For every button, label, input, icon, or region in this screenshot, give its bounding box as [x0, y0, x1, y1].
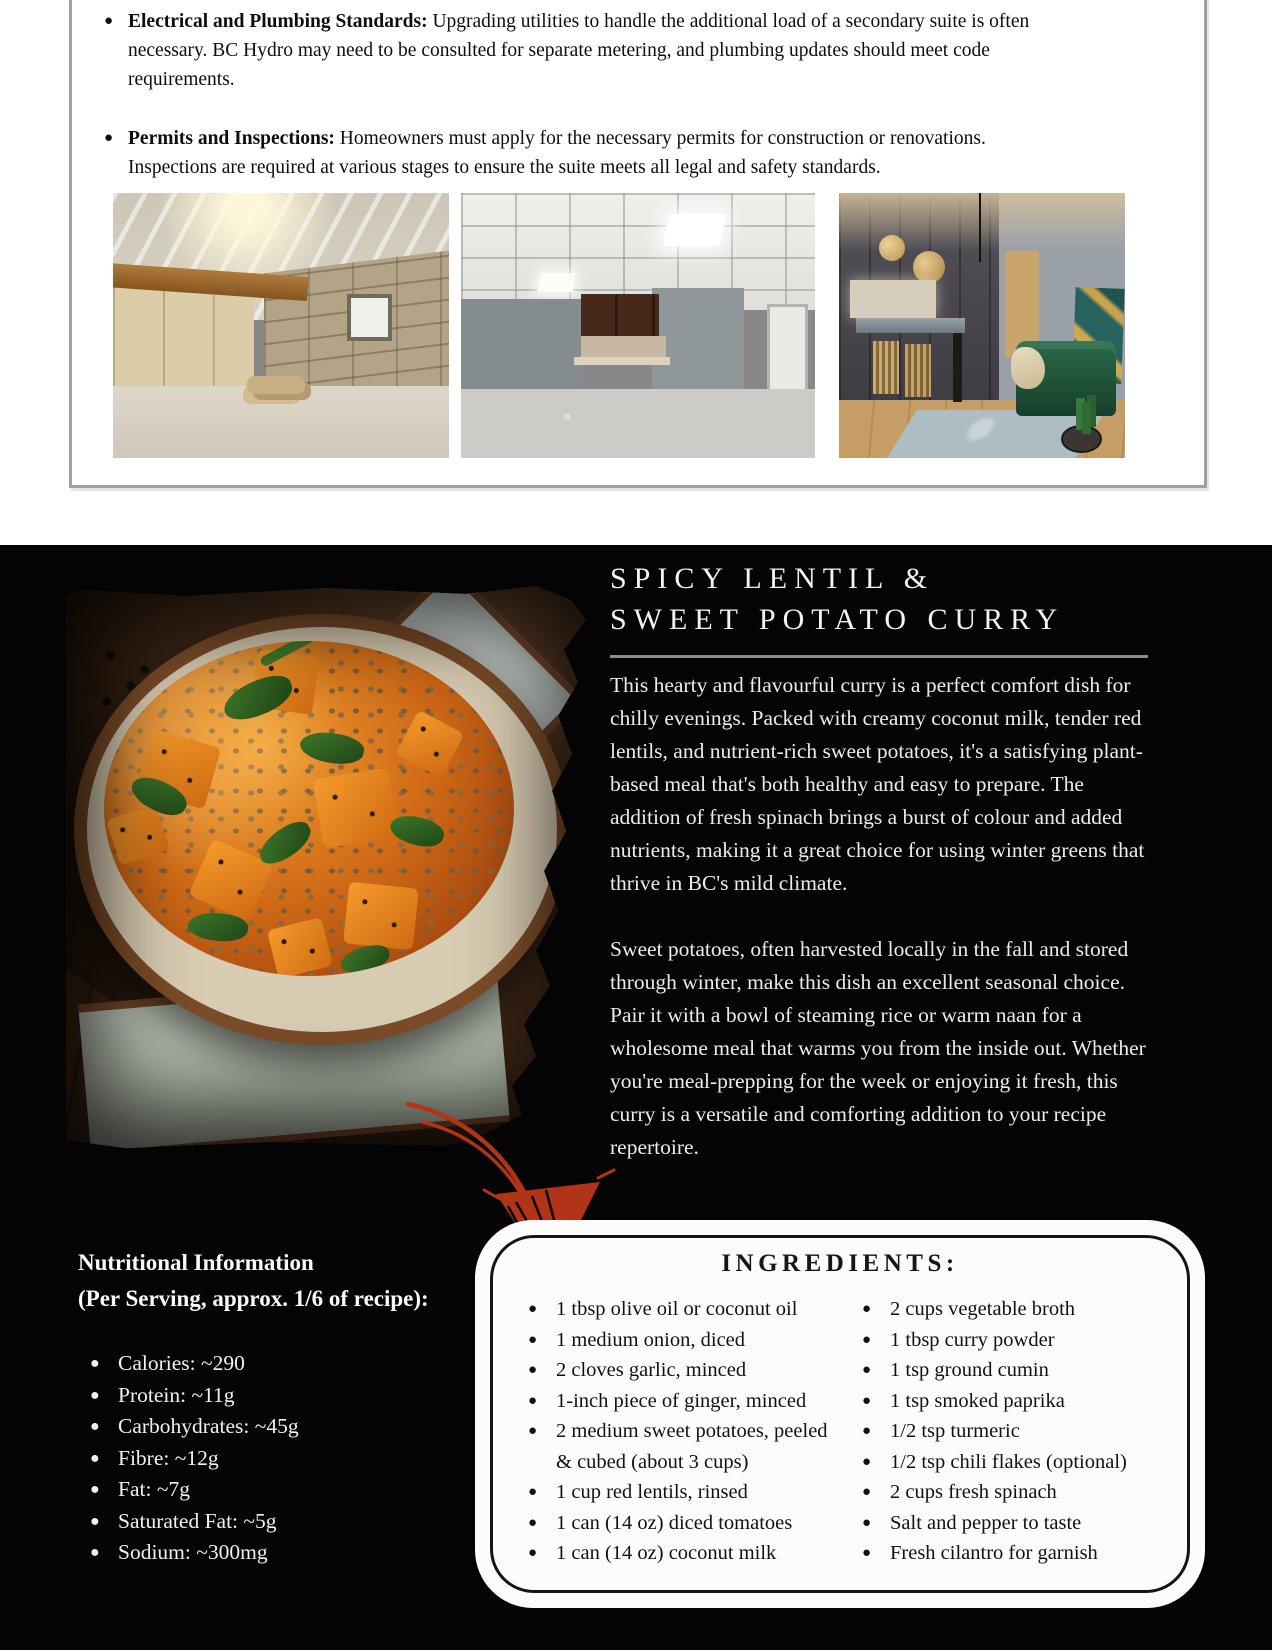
bullet-electrical-plumbing: [102, 7, 1062, 94]
nutrition-item: ● Sodium: ~300mg: [90, 1537, 470, 1569]
ingredient-item: ● 2 cups fresh spinach: [862, 1477, 1182, 1508]
recipe-title: [610, 558, 1170, 640]
nutrition-item: ● Fat: ~7g: [90, 1474, 470, 1506]
ingredient-item: ● 2 cups vegetable broth: [862, 1294, 1182, 1325]
photo-detail: [663, 214, 726, 246]
standards-bullet-list: [102, 7, 1062, 212]
bullet-dot-icon: ●: [90, 1418, 100, 1435]
photo-detail: [574, 357, 670, 365]
bullet-dot-icon: ●: [90, 1449, 100, 1467]
photo-detail: [953, 333, 962, 402]
ingredient-item: ● 2 cloves garlic, minced: [528, 1355, 846, 1386]
bullet-dot-icon: ●: [528, 1331, 538, 1348]
photo-detail: [581, 294, 659, 336]
photo-detail: [537, 273, 576, 292]
ingredient-item: ● 1/2 tsp chili flakes (optional): [862, 1447, 1182, 1478]
bullet-lead-in: Electrical and Plumbing Standards:: [128, 11, 428, 32]
recipe-paragraph-1: This hearty and flavourful curry is a perfect comfort dish for chilly evenings. Packed with creamy coconut milk, tender red lentils, and nutrient-rich sweet potatoes, it's a satisfying plant-based meal that's both healthy and easy to prepare. The addition of fresh spinach brings a burst of colour and added nutrients, making it a great choice for using winter greens that thrive in BC's mild climate.: [610, 673, 1145, 895]
bullet-body: Upgrading utilities to handle the additional load of a secondary suite is often necessary. BC Hydro may need to be consulted for separate metering, and plumbing updates should meet code requirements.: [128, 11, 1030, 90]
nutrition-item: ● Protein: ~11g: [90, 1380, 470, 1412]
ingredient-item: ● 2 medium sweet potatoes, peeled & cubed (about 3 cups): [528, 1416, 846, 1477]
bullet-dot-icon: ●: [862, 1362, 872, 1378]
recipe-section: [0, 545, 1275, 1650]
photo-detail: [856, 318, 965, 334]
recipe-paragraph-2: Sweet potatoes, often harvested locally in the fall and stored through winter, make this dish an excellent seasonal choice. Pair it with a bowl of steaming rice or warm naan for a wholesome meal that warms you from the inside out. Whether you're meal-prepping for the week or enjoying it fresh, this curry is a versatile and comforting addition to your recipe repertoire.: [610, 937, 1146, 1159]
bullet-dot-icon: ●: [528, 1423, 538, 1439]
bullet-body: Homeowners must apply for the necessary permits for construction or renovations. Inspections are required at various stages to ensure the suite meets all legal and safety standards.: [128, 128, 986, 178]
photo-unfinished-basement: [113, 193, 449, 458]
photo-modern-suite: [839, 193, 1125, 458]
bullet-dot-icon: ●: [528, 1514, 538, 1531]
ingredients-panel: [475, 1220, 1205, 1608]
ingredient-item: ● 1 tbsp olive oil or coconut oil: [528, 1294, 846, 1325]
bullet-dot-icon: ●: [90, 1481, 100, 1498]
standards-info-box: [69, 0, 1207, 488]
photo-detail: [850, 280, 936, 317]
bullet-dot-icon: ●: [862, 1545, 872, 1561]
nutrition-heading: [78, 1245, 498, 1317]
nutrition-heading-line2: (Per Serving, approx. 1/6 of recipe):: [78, 1286, 429, 1311]
photo-detail: [247, 376, 304, 395]
bullet-dot-icon: ●: [862, 1423, 872, 1439]
bullet-dot-icon: ●: [104, 130, 114, 146]
photo-detail: [461, 389, 815, 458]
ingredients-heading: INGREDIENTS:: [721, 1250, 959, 1277]
bullet-dot-icon: ●: [862, 1484, 872, 1500]
ingredient-item: ● 1 tsp smoked paprika: [862, 1386, 1182, 1417]
bullet-dot-icon: ●: [862, 1301, 872, 1317]
bullet-dot-icon: ●: [528, 1392, 538, 1409]
bullet-dot-icon: ●: [528, 1545, 538, 1561]
ingredient-item: ● 1 tsp ground cumin: [862, 1355, 1182, 1386]
bullet-dot-icon: ●: [528, 1301, 538, 1317]
photo-detail: [905, 344, 931, 397]
bullet-dot-icon: ●: [528, 1362, 538, 1378]
bullet-dot-icon: ●: [90, 1355, 100, 1372]
ingredient-item: ● Salt and pepper to taste: [862, 1508, 1182, 1539]
ingredient-item: ● 1 tbsp curry powder: [862, 1325, 1182, 1356]
nutrition-item: ● Calories: ~290: [90, 1348, 470, 1380]
ingredient-item: ● 1 can (14 oz) diced tomatoes: [528, 1508, 846, 1539]
bullet-dot-icon: ●: [862, 1514, 872, 1531]
recipe-title-line1: SPICY LENTIL &: [610, 562, 935, 595]
photo-curry-bowl: [66, 586, 590, 1148]
photo-detail: [1011, 347, 1045, 389]
nutrition-item: ● Fibre: ~12g: [90, 1443, 470, 1475]
bullet-dot-icon: ●: [104, 13, 114, 29]
photo-detail: [461, 193, 815, 310]
photo-finished-basement: [461, 193, 815, 458]
bullet-dot-icon: ●: [90, 1386, 100, 1404]
photo-detail: [113, 386, 449, 458]
ingredient-item: ● 1-inch piece of ginger, minced: [528, 1386, 846, 1417]
bullet-dot-icon: ●: [90, 1544, 100, 1561]
title-divider: [610, 655, 1148, 658]
ingredient-item: ● 1/2 tsp turmeric: [862, 1416, 1182, 1447]
ingredients-left-column: [528, 1294, 846, 1569]
nutrition-item: ● Saturated Fat: ~5g: [90, 1506, 470, 1538]
bullet-lead-in: Permits and Inspections:: [128, 128, 335, 149]
recipe-title-line2: SWEET POTATO CURRY: [610, 603, 1065, 636]
nutrition-item: ● Carbohydrates: ~45g: [90, 1411, 470, 1443]
recipe-description: [610, 669, 1158, 1197]
ingredient-item: ● 1 medium onion, diced: [528, 1325, 846, 1356]
photo-detail: [1082, 402, 1091, 434]
bullet-dot-icon: ●: [862, 1453, 872, 1470]
ingredient-item: ● Fresh cilantro for garnish: [862, 1538, 1182, 1569]
photo-detail: [979, 193, 981, 262]
bullet-permits-inspections: [102, 124, 1062, 182]
photo-detail: [66, 586, 590, 1148]
nutrition-heading-line1: Nutritional Information: [78, 1250, 314, 1275]
photo-detail: [873, 341, 899, 394]
nutrition-list: [90, 1348, 470, 1569]
bullet-dot-icon: ●: [862, 1331, 872, 1348]
ingredients-right-column: [862, 1294, 1182, 1569]
ingredient-item: ● 1 cup red lentils, rinsed: [528, 1477, 846, 1508]
bullet-dot-icon: ●: [90, 1512, 100, 1530]
photo-detail: [347, 294, 392, 342]
ingredient-item: ● 1 can (14 oz) coconut milk: [528, 1538, 846, 1569]
bullet-dot-icon: ●: [862, 1392, 872, 1409]
bullet-dot-icon: ●: [528, 1484, 538, 1500]
